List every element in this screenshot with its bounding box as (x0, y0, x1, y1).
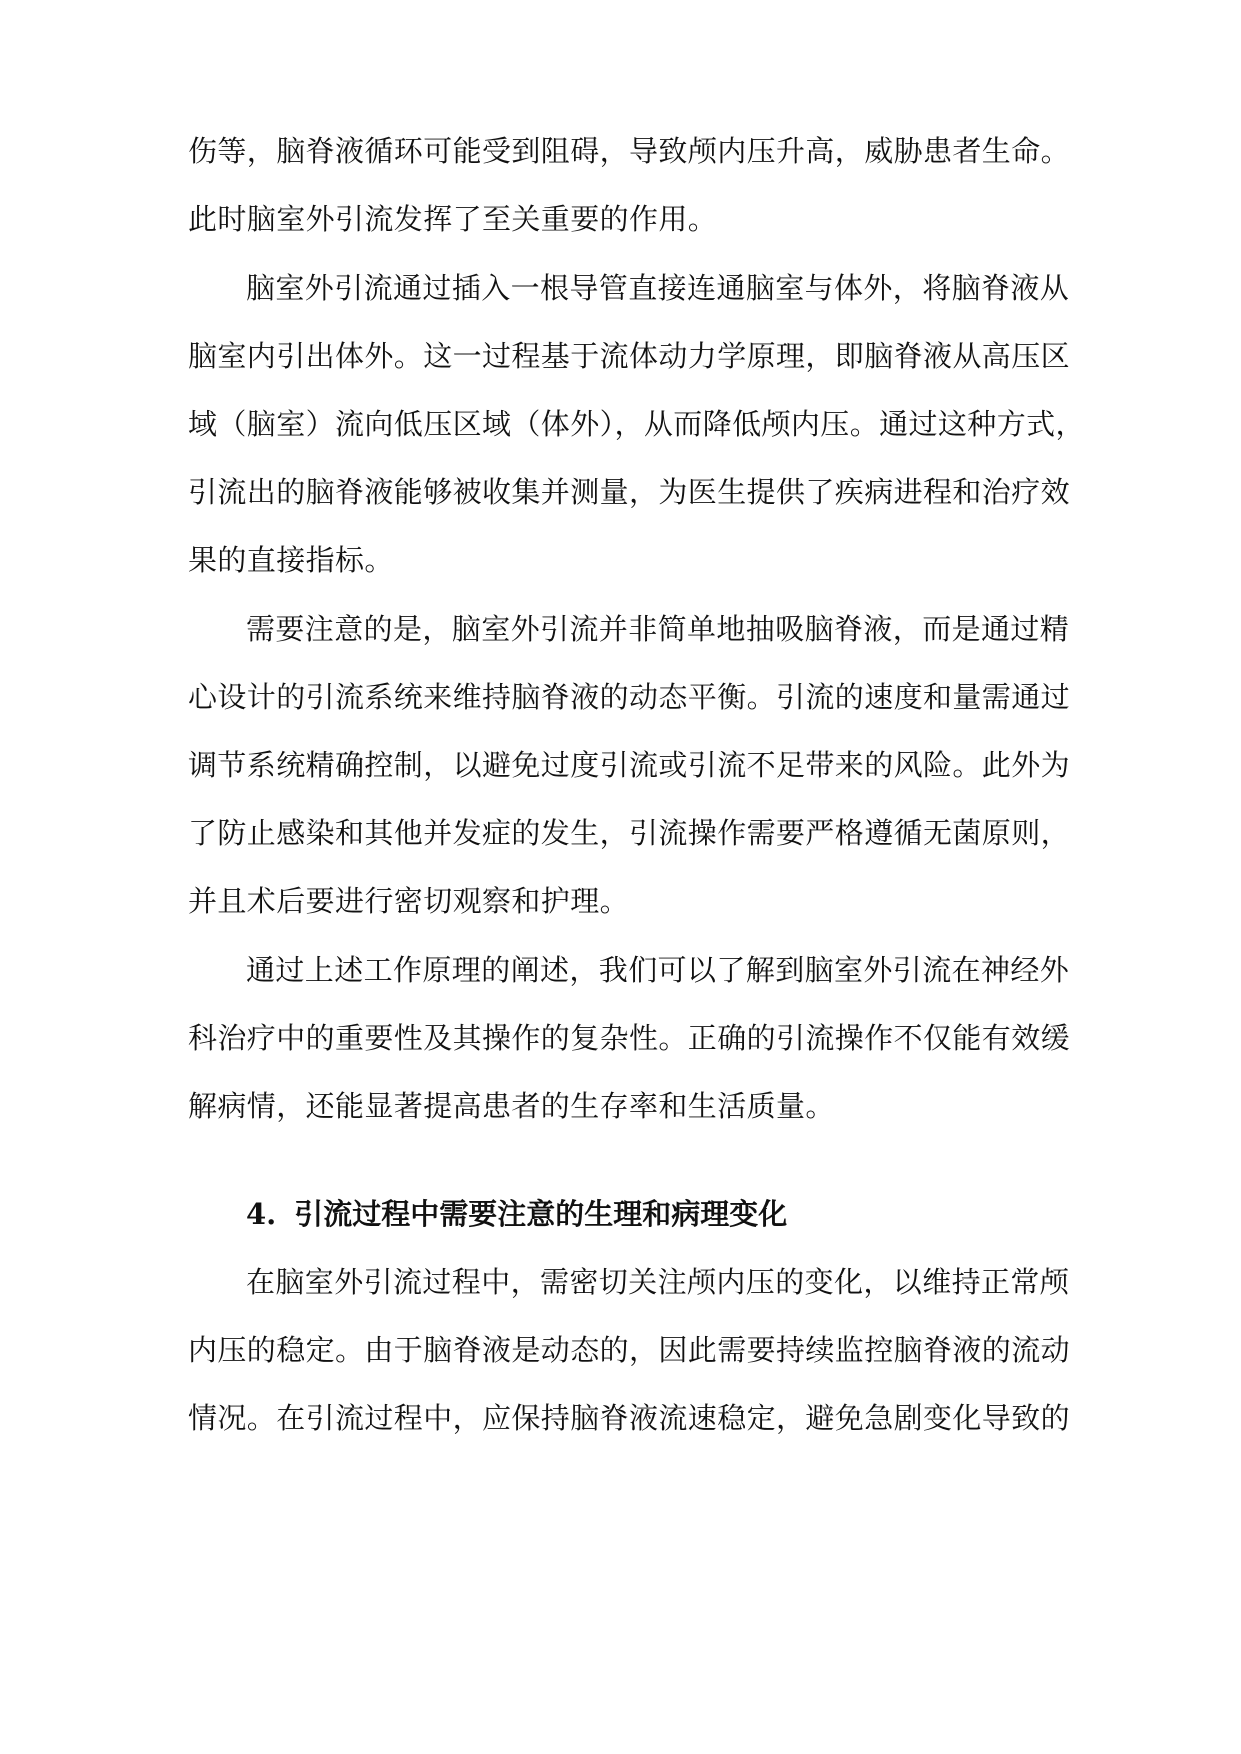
paragraph-4-line-2: 科治疗中的重要性及其操作的复杂性。正确的引流操作不仅能有效缓 (188, 1021, 1071, 1055)
paragraph-2-line-3: 域（脑室）流向低压区域（体外），从而降低颅内压。通过这种方式， (188, 407, 1085, 441)
section-paragraph-line-3: 情况。在引流过程中，应保持脑脊液流速稳定，避免急剧变化导致的 (188, 1401, 1071, 1435)
section-paragraph-line-2: 内压的稳定。由于脑脊液是动态的，因此需要持续监控脑脊液的流动 (188, 1333, 1071, 1367)
section-heading (246, 1194, 787, 1234)
paragraph-4-line-3: 解病情，还能显著提高患者的生存率和生活质量。 (188, 1089, 835, 1123)
paragraph-2-line-5: 果的直接指标。 (188, 543, 394, 577)
paragraph-3-line-5: 并且术后要进行密切观察和护理。 (188, 884, 630, 918)
paragraph-3-line-4: 了防止感染和其他并发症的发生，引流操作需要严格遵循无菌原则， (188, 816, 1071, 850)
paragraph-1-line-1: 伤等，脑脊液循环可能受到阻碍，导致颅内压升高，威胁患者生命。 (188, 134, 1071, 168)
paragraph-3-line-3: 调节系统精确控制，以避免过度引流或引流不足带来的风险。此外为 (188, 748, 1071, 782)
paragraph-3-line-2: 心设计的引流系统来维持脑脊液的动态平衡。引流的速度和量需通过 (188, 680, 1071, 714)
section-number: 4. (246, 1197, 277, 1231)
paragraph-4-line-1: 通过上述工作原理的阐述，我们可以了解到脑室外引流在神经外 (246, 953, 1070, 987)
paragraph-2-line-2: 脑室内引出体外。这一过程基于流体动力学原理，即脑脊液从高压区 (188, 339, 1071, 373)
paragraph-3-line-1: 需要注意的是，脑室外引流并非简单地抽吸脑脊液，而是通过精 (246, 612, 1070, 646)
paragraph-1-line-2: 此时脑室外引流发挥了至关重要的作用。 (188, 202, 718, 236)
paragraph-2-line-4: 引流出的脑脊液能够被收集并测量，为医生提供了疾病进程和治疗效 (188, 475, 1071, 509)
section-paragraph-line-1: 在脑室外引流过程中，需密切关注颅内压的变化，以维持正常颅 (246, 1265, 1070, 1299)
section-title: 引流过程中需要注意的生理和病理变化 (294, 1197, 788, 1231)
paragraph-2-line-1: 脑室外引流通过插入一根导管直接连通脑室与体外，将脑脊液从 (246, 271, 1070, 305)
